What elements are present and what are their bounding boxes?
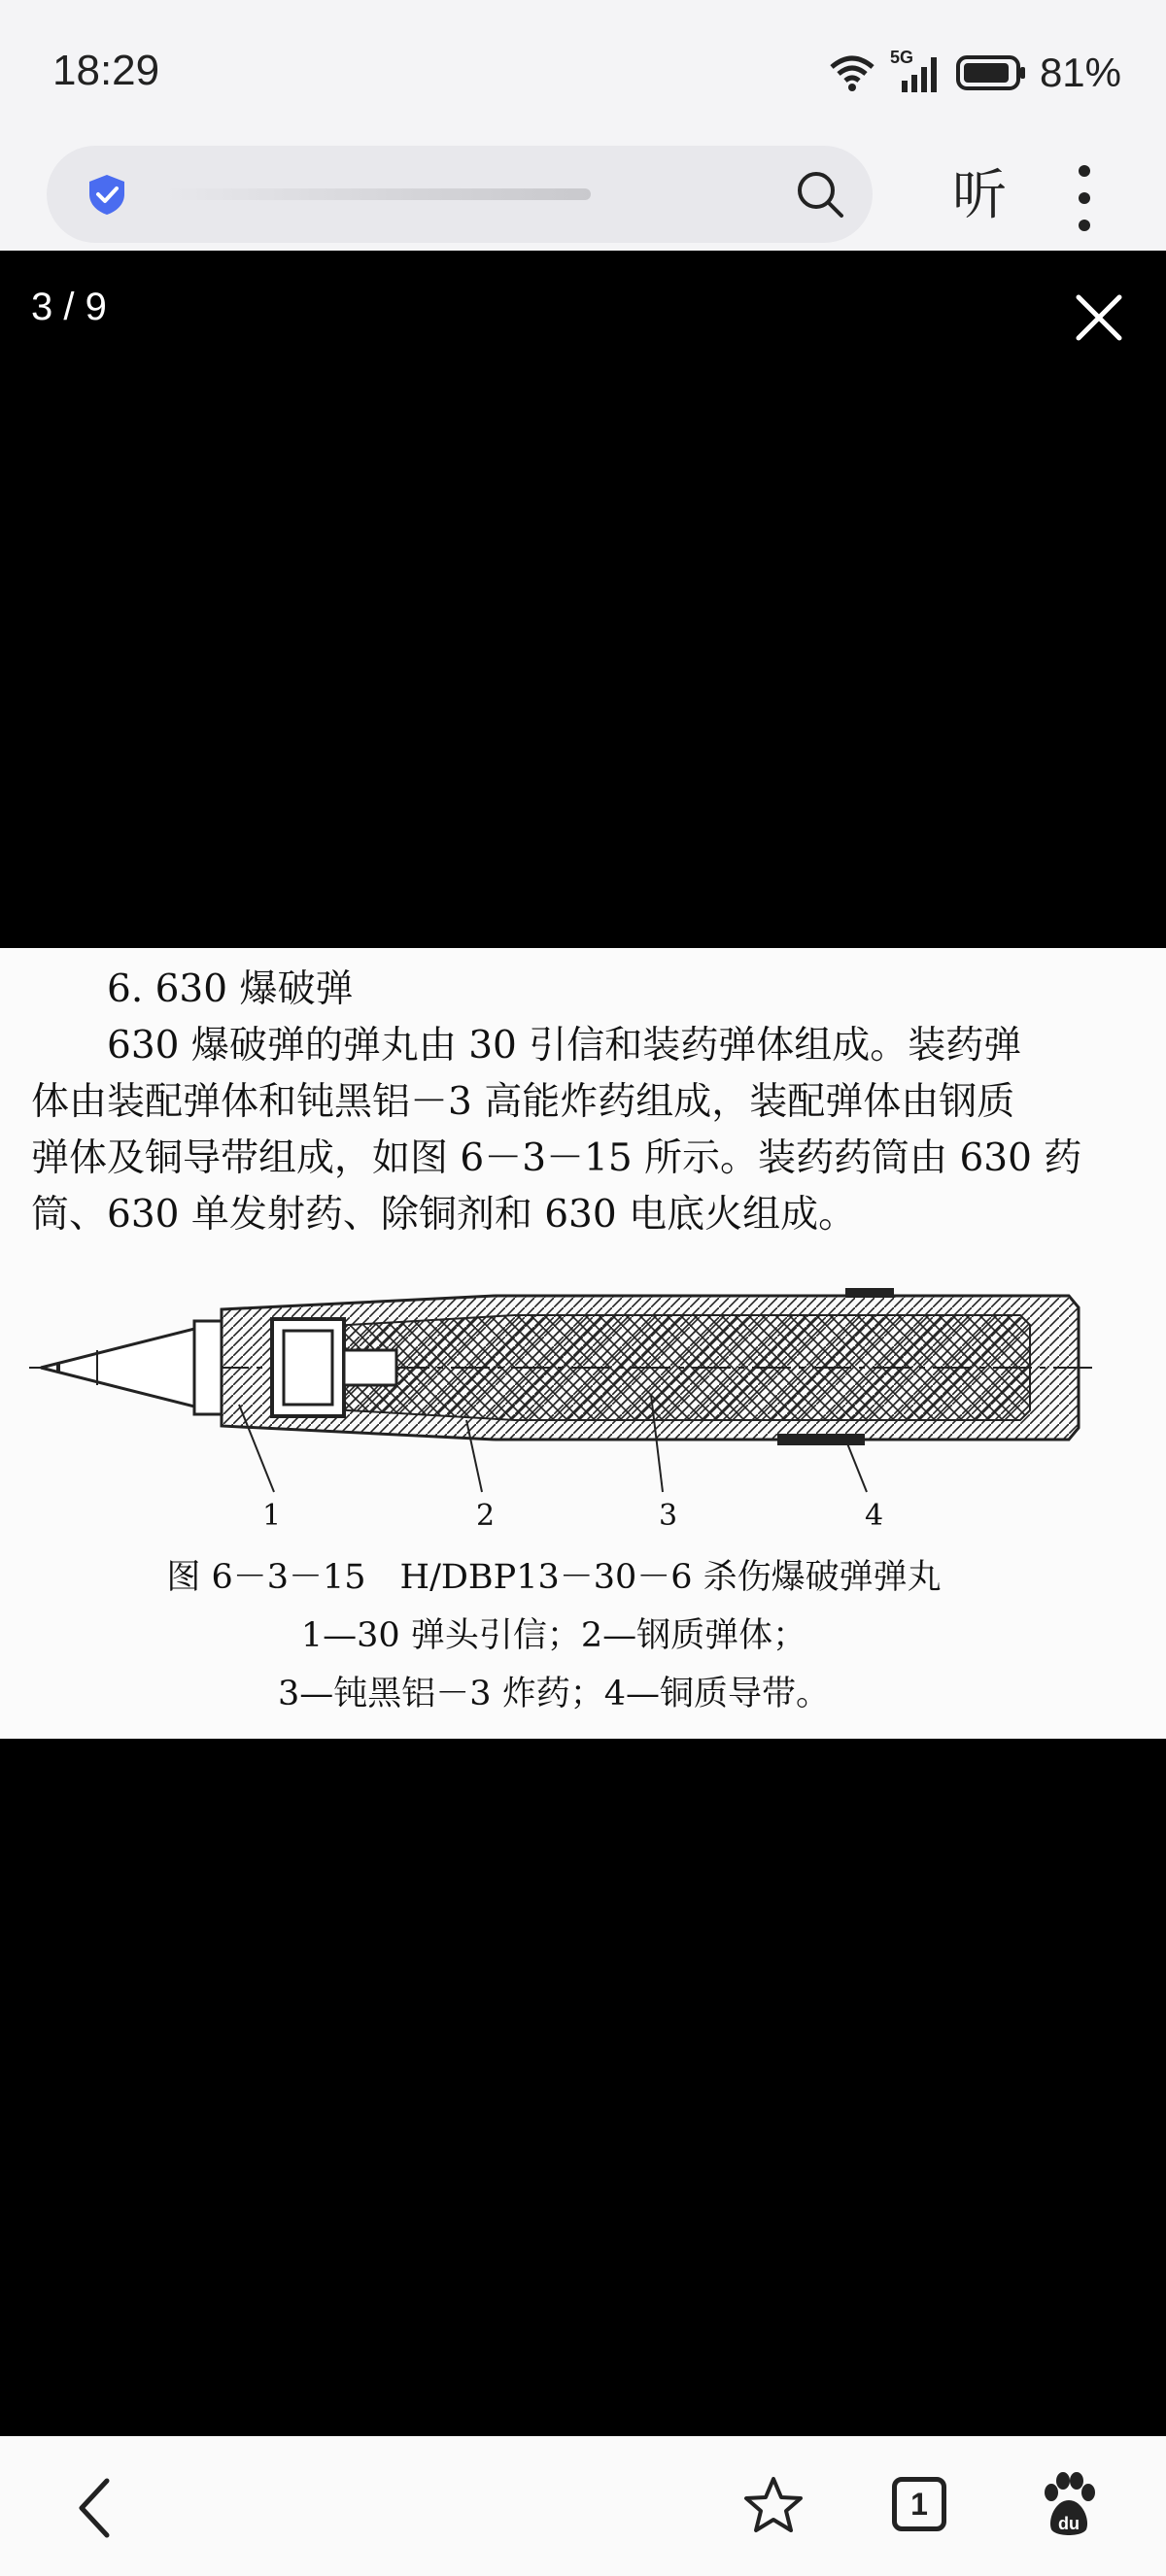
wifi-icon: [828, 53, 876, 92]
search-icon[interactable]: [795, 169, 845, 220]
image-viewer[interactable]: [0, 251, 1166, 2436]
star-icon[interactable]: [742, 2475, 805, 2537]
paragraph-line: 筒、630 单发射药、除铜剂和 630 电底火组成。: [31, 1193, 857, 1237]
status-bar: [0, 0, 1166, 146]
battery-icon: [956, 54, 1026, 91]
figure-legend-line: 1—30 弹头引信；2—钢质弹体；: [300, 1616, 807, 1655]
baidu-paw-icon[interactable]: [1038, 2471, 1100, 2539]
document-image: [0, 948, 1166, 1739]
paragraph-line: 630 爆破弹的弹丸由 30 引信和装药弹体组成。装药弹: [107, 1024, 1022, 1068]
figure-legend-line: 3—钝黑铝－3 炸药；4—铜质导带。: [278, 1675, 830, 1713]
status-icons: [828, 49, 1121, 97]
paragraph-line: 体由装配弹体和钝黑铝－3 高能炸药组成，装配弹体由钢质: [31, 1080, 1015, 1124]
diagram-label-3: 3: [659, 1499, 678, 1533]
more-options-icon[interactable]: [1065, 159, 1104, 237]
listen-button[interactable]: 听: [952, 164, 1007, 227]
browser-toolbar: [0, 146, 1166, 251]
bottom-navigation: [0, 2436, 1166, 2576]
diagram-label-2: 2: [476, 1499, 496, 1533]
paragraph-line: 弹体及铜导带组成，如图 6－3－15 所示。装药药筒由 630 药: [31, 1136, 1082, 1180]
network-type: 5G: [889, 48, 913, 67]
projectile-diagram: [29, 1249, 1137, 1541]
back-icon[interactable]: [76, 2477, 115, 2539]
section-heading: 6. 630 爆破弹: [107, 967, 354, 1011]
url-text-obscured: [163, 188, 591, 200]
svg-text:du: du: [1058, 2514, 1080, 2533]
close-icon[interactable]: [1075, 293, 1123, 342]
tabs-button[interactable]: 1: [892, 2477, 946, 2531]
shield-icon: [86, 173, 128, 216]
signal-icon: [890, 51, 943, 94]
copper-band: [777, 1434, 865, 1445]
diagram-label-1: 1: [262, 1499, 282, 1533]
diagram-label-4: 4: [865, 1499, 884, 1533]
address-field[interactable]: [47, 146, 873, 243]
figure-caption: 图 6－3－15 H/DBP13－30－6 杀伤爆破弹弹丸: [166, 1558, 942, 1597]
page-counter: 3 / 9: [31, 286, 107, 328]
fuze-outline: [41, 1329, 194, 1407]
battery-percent: 81%: [1039, 50, 1121, 95]
signal-indicator: [889, 48, 943, 94]
status-time: 18:29: [52, 47, 160, 94]
